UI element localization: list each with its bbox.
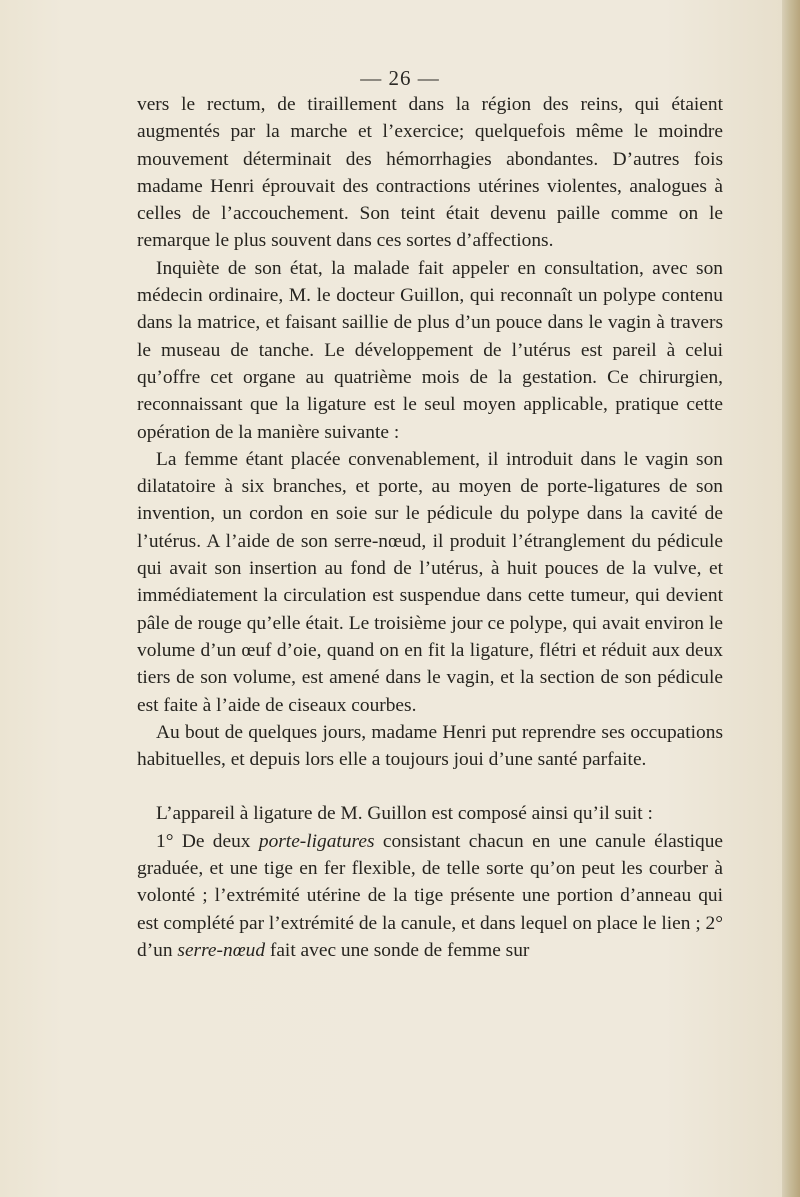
paragraph-5: L’appareil à ligature de M. Guillon est composé ainsi qu’il suit : [156, 803, 653, 825]
paragraph-6-text-2: consistant chacun en une canule élastique graduée, et une tige en fer flexible, de telle sorte qu’on peut les courber à volonté ; l’extrémité utérine de la tige présente une portion d’anneau qui est complété par l’extrémité de la canule, et dans lequel on place le lien ; 2° d’un [137, 830, 724, 961]
page-number: — 26 — [360, 66, 440, 90]
page-edge [782, 0, 800, 1197]
section-gap [137, 773, 723, 800]
paragraph-6-text-1: 1° De deux [156, 830, 259, 852]
paragraph-6-italic-2: serre-nœud [177, 939, 266, 961]
body-text [137, 91, 723, 964]
paragraph-4: Au bout de quelques jours, madame Henri put reprendre ses occupations habituelles, et depuis lors elle a toujours joui d’une santé parfaite. [137, 721, 723, 771]
paragraph-6 [137, 828, 723, 964]
paragraph-6-italic-1: porte-ligatures [258, 830, 375, 852]
paragraph-3: La femme étant placée convenablement, il introduit dans le vagin son dilatatoire à six branches, et porte, au moyen de porte-ligatures de son invention, un cordon en soie sur le pédicule du polype dans la cavité de l’utérus. A l’aide de son serre-nœud, il produit l’étranglement du pédicule qui avait son insertion au fond de l’utérus, à huit pouces de la vulve, et immédiatement la circulation est suspendue dans cette tumeur, qui devient pâle de rouge qu’elle était. Le troisième jour ce polype, qui avait environ le volume d’un œuf d’oie, quand on en fit la ligature, flétri et réduit aux deux tiers de son volume, est amené dans le vagin, et la section de son pédicule est faite à l’aide de ciseaux courbes. [137, 448, 723, 716]
paragraph-2: Inquiète de son état, la malade fait appeler en consultation, avec son médecin ordinaire, M. le docteur Guillon, qui reconnaît un polype contenu dans la matrice, et faisant saillie de plus d’un pouce dans le vagin à travers le museau de tanche. Le développement de l’utérus est pareil à celui qu’offre cet organe au quatrième mois de la gestation. Ce chirurgien, reconnaissant que la ligature est le seul moyen applicable, pratique cette opération de la manière suivante : [137, 257, 723, 443]
paragraph-6-text-3: fait avec une sonde de femme sur [265, 939, 530, 961]
paragraph-1: vers le rectum, de tiraillement dans la région des reins, qui étaient augmentés par la marche et l’exercice; quelquefois même le moindre mouvement déterminait des hémorrhagies abondantes. D’autres fois madame Henri éprouvait des contractions utérines violentes, analogues à celles de l’accouchement. Son teint était devenu paille comme on le remarque le plus souvent dans ces sortes d’affections. [137, 94, 723, 252]
